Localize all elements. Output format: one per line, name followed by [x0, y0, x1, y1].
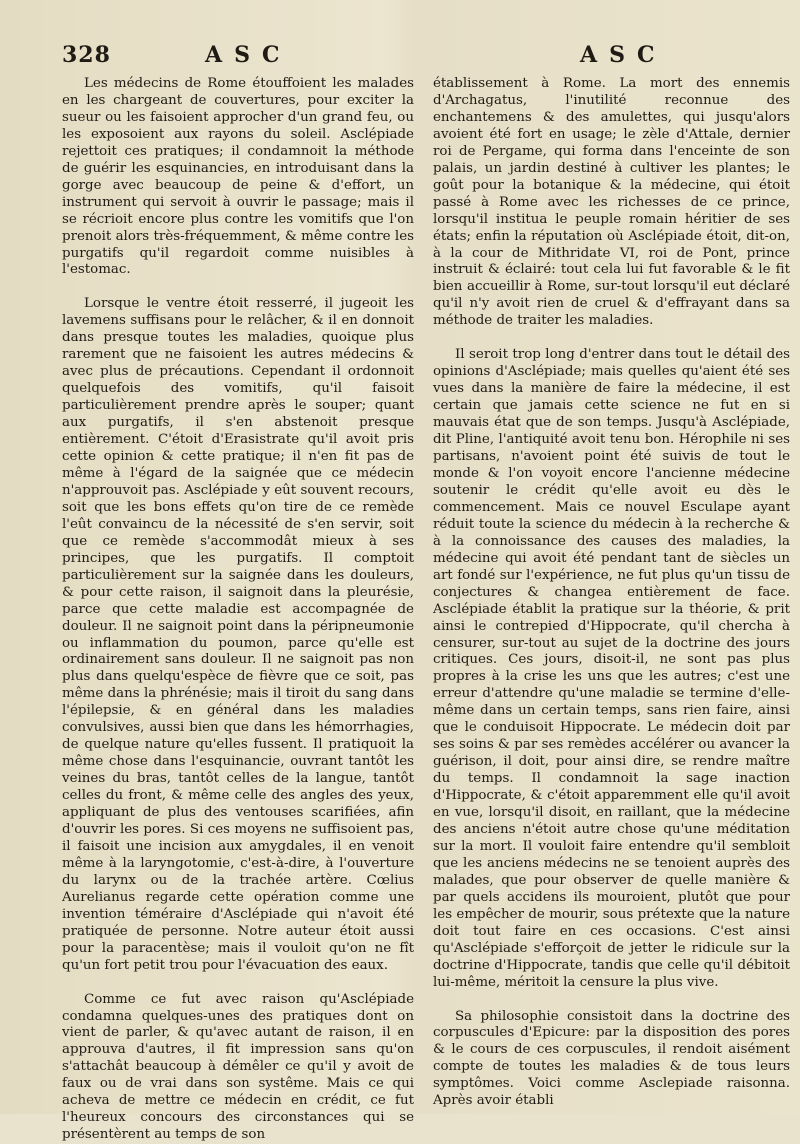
right-paragraph-1: établissement à Rome. La mort des ennemis d'Archagatus, l'inutilité reconnue des enchantemens & des amulettes, qui jusqu'alors avoient été fort en usage; le zèle d'Attale, dernier roi de Pergame, qui forma dans l'enceinte de son palais, un jardin destiné à cultiver les plantes; le goût pour la botanique & la médecine, qui étoit passé à Rome avec les richesses de ce prince, lorsqu'il institua le peuple romain héritier de ses états; enfin la réputation où Asclépiade étoit, dit-on, à la cour de Mithridate VI, roi de Pont, prince instruit & éclairé: tout cela lui fut favorable & le fit bien accueillir à Rome, sur-tout lorsqu'il eut déclaré qu'il n'y avoit rien de cruel & d'effrayant dans sa méthode de traiter les maladies.	[433, 76, 790, 329]
right-paragraph-2: Il seroit trop long d'entrer dans tout le détail des opinions d'Asclépiade; mais quelles qu'aient été ses vues dans la manière de faire la médecine, il est certain que jamais cette science ne fut en si mauvais état que de son temps. Jusqu'à Asclépiade, dit Pline, l'antiquité avoit tenu bon. Hérophile ni ses partisans, n'avoient point été suivis de tout le monde & l'on voyoit encore l'ancienne médecine soutenir le crédit qu'elle avoit eu dès le commencement. Mais ce nouvel Esculape ayant réduit toute la science du médecin à la recherche & à la connoissance des causes des maladies, la médecine qui avoit été pendant tant de siècles un art fondé sur l'expérience, ne fut plus qu'un tissu de conjectures & changea entièrement de face. Asclépiade établit la pratique sur la théorie, & prit ainsi le contrepied d'Hippocrate, qu'il chercha à censurer, sur-tout au sujet de la doctrine des jours critiques. Ces jours, disoit-il, ne sont pas plus propres à la crise les uns que les autres; c'est une erreur d'attendre qu'une maladie se termine d'elle-même dans un certain temps, sans rien faire, ainsi que le conduisoit Hippocrate. Le médecin doit par ses soins & par ses remèdes accélérer ou avancer la guérison, il doit, pour ainsi dire, se rendre maître du temps. Il condamnoit la sage inaction d'Hippocrate, & c'étoit apparemment elle qu'il avoit en vue, lorsqu'il disoit, en raillant, que la médecine des anciens n'étoit autre chose qu'une méditation sur la mort. Il vouloit faire entendre qu'il sembloit que les anciens médecins ne se tenoient auprès des malades, que pour observer de quelle manière & par quels accidens ils mouroient, plutôt que pour les empêcher de mourir, sous prétexte que la nature doit tout faire en ces occasions. C'est ainsi qu'Asclépiade s'efforçoit de jetter le ridicule sur la doctrine d'Hippocrate, tandis que celle qu'il débitoit lui-même, méritoit la censure la plus vive.	[433, 347, 790, 990]
left-paragraph-2: Lorsque le ventre étoit resserré, il jugeoit les lavemens suffisans pour le relâcher, & il en donnoit dans presque toutes les maladies, quoique plus rarement que ne faisoient les autres médecins & avec plus de précautions. Cependant il ordonnoit quelquefois des vomitifs, qu'il faisoit particulièrement prendre après le souper; quant aux purgatifs, il s'en abstenoit presque entièrement. C'étoit d'Erasistrate qu'il avoit pris cette opinion & cette pratique; il n'en fit pas de même à l'égard de la saignée que ce médecin n'approuvoit pas. Asclépiade y eût souvent recours, soit que les bons effets qu'on tire de ce remède l'eût convaincu de la nécessité de s'en servir, soit que ce remède s'accommodât mieux à ses principes, que les purgatifs. Il comptoit particulièrement sur la saignée dans les douleurs, & pour cette raison, il saignoit dans la pleurésie, parce que cette maladie est accompagnée de douleur. Il ne saignoit point dans la péripneumonie ou inflammation du poumon, parce qu'elle est ordinairement sans douleur. Il ne saignoit pas non plus dans quelqu'espèce de fièvre que ce soit, pas même dans la phrénésie; mais il tiroit du sang dans l'épilepsie, & en général dans les maladies convulsives, aussi bien que dans les hémorrhagies, de quelque nature qu'elles fussent. Il pratiquoit la même chose dans l'esquinancie, ouvrant tantôt les veines du bras, tantôt celles de la langue, tantôt celles du front, & même celle des angles des yeux, appliquant de plus des ventouses scarifiées, afin d'ouvrir les pores. Si ces moyens ne suffisoient pas, il faisoit une incision aux amygdales, il en venoit même à la laryngotomie, c'est-à-dire, à l'ouverture du larynx ou de la trachée artère. Cœlius Aurelianus regarde cette opération comme une invention téméraire d'Asclépiade qui n'avoit été pratiquée de personne. Notre auteur étoit aussi pour la paracentèse; mais il vouloit qu'on ne fît qu'un fort petit trou pour l'évacuation des eaux.	[62, 296, 414, 973]
left-paragraph-3: Comme ce fut avec raison qu'Asclépiade condamna quelques-unes des pratiques dont on vient de parler, & qu'avec autant de raison, il en approuva d'autres, il fit impression sans qu'on s'attachât beaucoup à démêler ce qu'il y avoit de faux ou de vrai dans son systême. Mais ce qui acheva de mettre ce médecin en crédit, ce fut l'heureux concours des circonstances qui se présentèrent au temps de son	[62, 991, 414, 1143]
left-running-title: ASC	[205, 42, 292, 68]
right-paragraph-3: Sa philosophie consistoit dans la doctrine des corpuscules d'Epicure: par la disposition des pores & le cours de ces corpuscules, il rendoit aisément compte de toutes les maladies & de tous leurs symptômes. Voici comme Asclepiade raisonna. Après avoir établi	[433, 1008, 790, 1109]
left-paragraph-1: Les médecins de Rome étouffoient les malades en les chargeant de couvertures, pour exciter la sueur ou les faisoient approcher d'un grand feu, ou les exposoient aux rayons du soleil. Asclépiade rejettoit ces pratiques; il condamnoit la méthode de guérir les esquinancies, en introduisant dans la gorge avec beaucoup de peine & d'effort, un instrument qui servoit à ouvrir le passage; mais il se récrioit encore plus contre les vomitifs que l'on prenoit alors très-fréquemment, & même contre les purgatifs qu'il regardoit comme nuisibles à l'estomac.	[62, 76, 414, 278]
running-header	[0, 40, 800, 72]
page-number: 328	[62, 42, 111, 68]
right-column	[433, 76, 790, 1110]
left-column	[62, 76, 414, 1144]
right-running-title: ASC	[580, 42, 667, 68]
